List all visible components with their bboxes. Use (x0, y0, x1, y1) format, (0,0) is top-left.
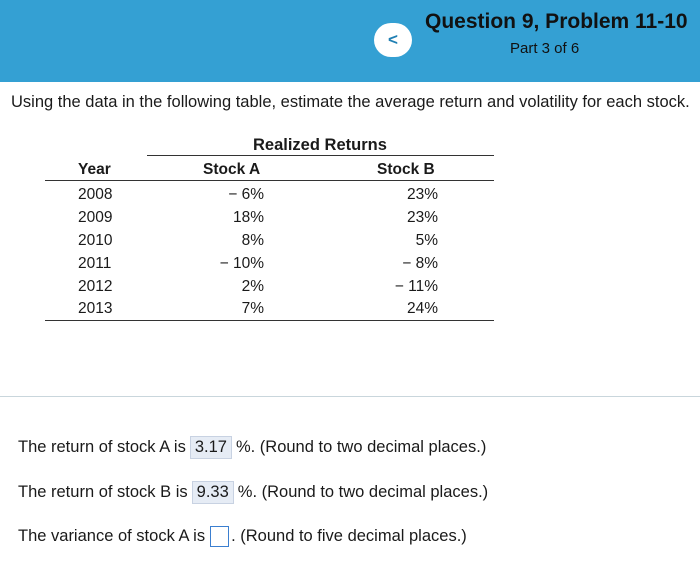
header-stock-b: Stock B (377, 161, 435, 178)
back-button[interactable]: < (374, 23, 412, 57)
answer-a-variance (18, 526, 467, 547)
answer-a-return-suffix: %. (Round to two decimal places.) (235, 438, 487, 456)
answer-a-return-value[interactable]: 3.17 (190, 436, 232, 459)
row-2008-stock-b: 23% (406, 186, 438, 203)
question-part: Part 3 of 6 (510, 40, 580, 57)
answer-a-variance-suffix: . (Round to five decimal places.) (231, 527, 467, 545)
answer-a-variance-prefix: The variance of stock A is (18, 527, 206, 545)
answer-b-return (18, 481, 488, 504)
row-2011-stock-a: − 10% (219, 255, 264, 272)
table-top-rule (147, 155, 494, 156)
header-stock-a: Stock A (203, 161, 261, 178)
question-header (0, 0, 700, 82)
row-2008-stock-a: − 6% (228, 186, 264, 203)
row-2010-stock-a: 8% (241, 232, 264, 249)
answer-a-return (18, 436, 486, 459)
row-2011-year: 2011 (78, 255, 112, 272)
row-2013-year: 2013 (78, 300, 113, 317)
instruction-text: Using the data in the following table, estimate the average return and volatility for each stock. (11, 93, 690, 111)
row-2009-stock-a: 18% (232, 209, 264, 226)
table-header-rule (45, 180, 494, 181)
row-2009-stock-b: 23% (406, 209, 438, 226)
row-2008-year: 2008 (78, 186, 113, 203)
answer-b-return-prefix: The return of stock B is (18, 483, 188, 501)
table-bottom-rule (45, 320, 494, 321)
variance-input[interactable] (210, 526, 229, 547)
header-year: Year (78, 161, 111, 178)
row-2009-year: 2009 (78, 209, 113, 226)
row-2012-stock-a: 2% (241, 278, 264, 295)
row-2013-stock-b: 24% (406, 300, 438, 317)
answer-a-return-prefix: The return of stock A is (18, 438, 186, 456)
row-2010-stock-b: 5% (415, 232, 438, 249)
question-title: Question 9, Problem 11-10 (425, 10, 688, 33)
row-2012-stock-b: − 11% (394, 278, 438, 295)
row-2013-stock-a: 7% (241, 300, 264, 317)
row-2011-stock-b: − 8% (402, 255, 438, 272)
answer-b-return-suffix: %. (Round to two decimal places.) (237, 483, 489, 501)
section-divider (0, 396, 700, 397)
answer-b-return-value[interactable]: 9.33 (192, 481, 234, 504)
row-2010-year: 2010 (78, 232, 113, 249)
table-title: Realized Returns (253, 136, 387, 154)
row-2012-year: 2012 (78, 278, 113, 295)
